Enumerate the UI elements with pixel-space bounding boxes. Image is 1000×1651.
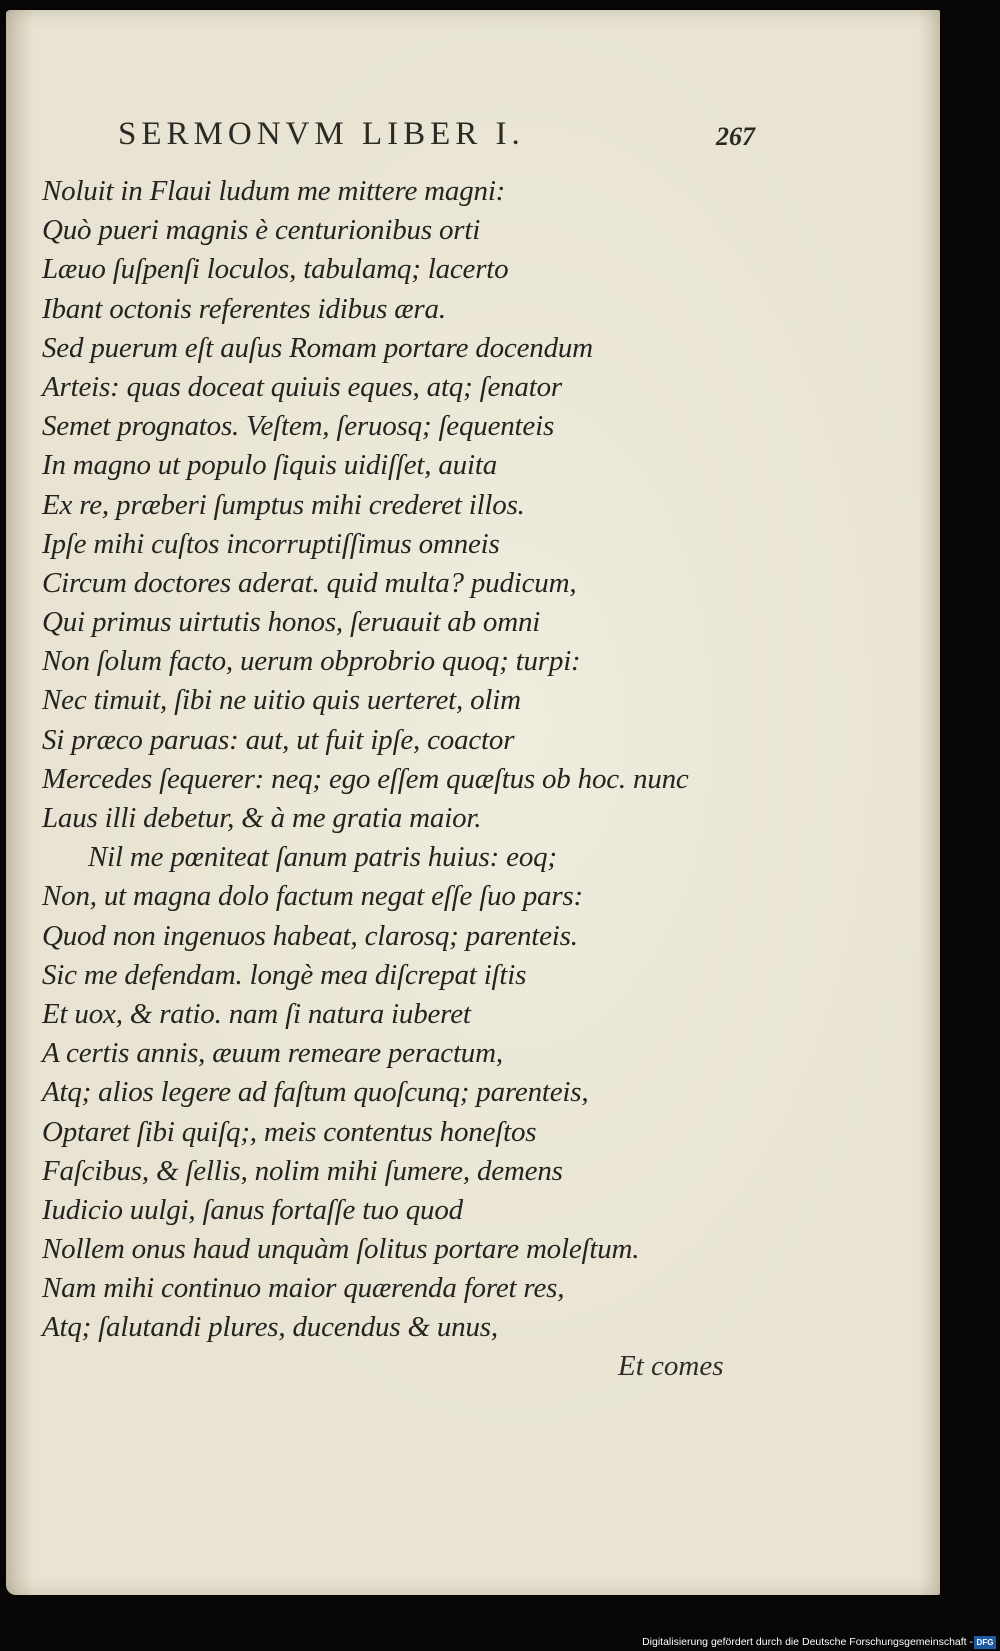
- verse-line-indented: Nil me pœniteat ſanum patris huius: eoq;: [88, 841, 557, 874]
- verse-line: Non, ut magna dolo factum negat eſſe ſuo pars:: [42, 880, 583, 913]
- verse-line: Arteis: quas doceat quiuis eques, atq; ſenator: [42, 370, 562, 403]
- verse-line: Quod non ingenuos habeat, clarosq; parenteis.: [42, 919, 578, 952]
- verse-line: Mercedes ſequerer: neq; ego eſſem quæſtus ob hoc. nunc: [42, 762, 689, 795]
- running-head: SERMONVM LIBER I.: [118, 116, 525, 152]
- verse-line: Et uox, & ratio. nam ſi natura iuberet: [42, 997, 471, 1030]
- verse-line: Iudicio uulgi, ſanus fortaſſe tuo quod: [42, 1193, 463, 1226]
- verse-line: Laus illi debetur, & à me gratia maior.: [42, 802, 482, 834]
- verse-line: Ex re, præberi ſumptus mihi crederet illos.: [42, 488, 525, 521]
- page-number: 267: [716, 122, 755, 151]
- verse-line: Optaret ſibi quiſq;, meis contentus honeſtos: [42, 1115, 537, 1148]
- verse-line: Sed puerum eſt auſus Romam portare docendum: [42, 331, 593, 364]
- verse-line: Atq; alios legere ad faſtum quoſcunq; parenteis,: [42, 1076, 589, 1109]
- verse-line: Nec timuit, ſibi ne uitio quis uerteret, olim: [42, 684, 521, 717]
- verse-line: Noluit in Flaui ludum me mittere magni:: [42, 175, 506, 207]
- verse-line: Ibant octonis referentes idibus æra.: [42, 292, 446, 325]
- verse-line: Nam mihi continuo maior quærenda foret res,: [42, 1272, 565, 1305]
- verse-line: Sic me defendam. longè mea diſcrepat iſtis: [42, 958, 527, 991]
- verse-line: Nollem onus haud unquàm ſolitus portare moleſtum.: [42, 1233, 640, 1266]
- verse-line: Atq; ſalutandi plures, ducendus & unus,: [42, 1311, 498, 1344]
- verse-line: Quò pueri magnis è centurionibus orti: [42, 214, 481, 247]
- digitization-credit: Digitalisierung gefördert durch die Deutsche Forschungsgemeinschaft -: [642, 1636, 973, 1648]
- verse-line: Faſcibus, & ſellis, nolim mihi ſumere, demens: [42, 1154, 563, 1187]
- verse-line: Qui primus uirtutis honos, ſeruauit ab omni: [42, 606, 541, 639]
- dfg-logo-icon: DFG: [974, 1636, 996, 1649]
- verse-line: Ipſe mihi cuſtos incorruptiſſimus omneis: [42, 527, 500, 560]
- verse-line: Si præco paruas: aut, ut fuit ipſe, coactor: [42, 723, 515, 756]
- book-page: [6, 10, 940, 1595]
- verse-line: Semet prognatos. Veſtem, ſeruosq; ſequenteis: [42, 410, 555, 443]
- verse-line: In magno ut populo ſiquis uidiſſet, auita: [42, 449, 497, 482]
- verse-line: A certis annis, æuum remeare peractum,: [42, 1037, 503, 1070]
- verse-line: Circum doctores aderat. quid multa? pudicum,: [42, 566, 577, 599]
- verse-line: Læuo ſuſpenſi loculos, tabulamq; lacerto: [42, 253, 509, 286]
- catchword: Et comes: [618, 1350, 724, 1382]
- verse-line: Non ſolum facto, uerum obprobrio quoq; turpi:: [42, 645, 581, 678]
- verse-block: [42, 172, 689, 1348]
